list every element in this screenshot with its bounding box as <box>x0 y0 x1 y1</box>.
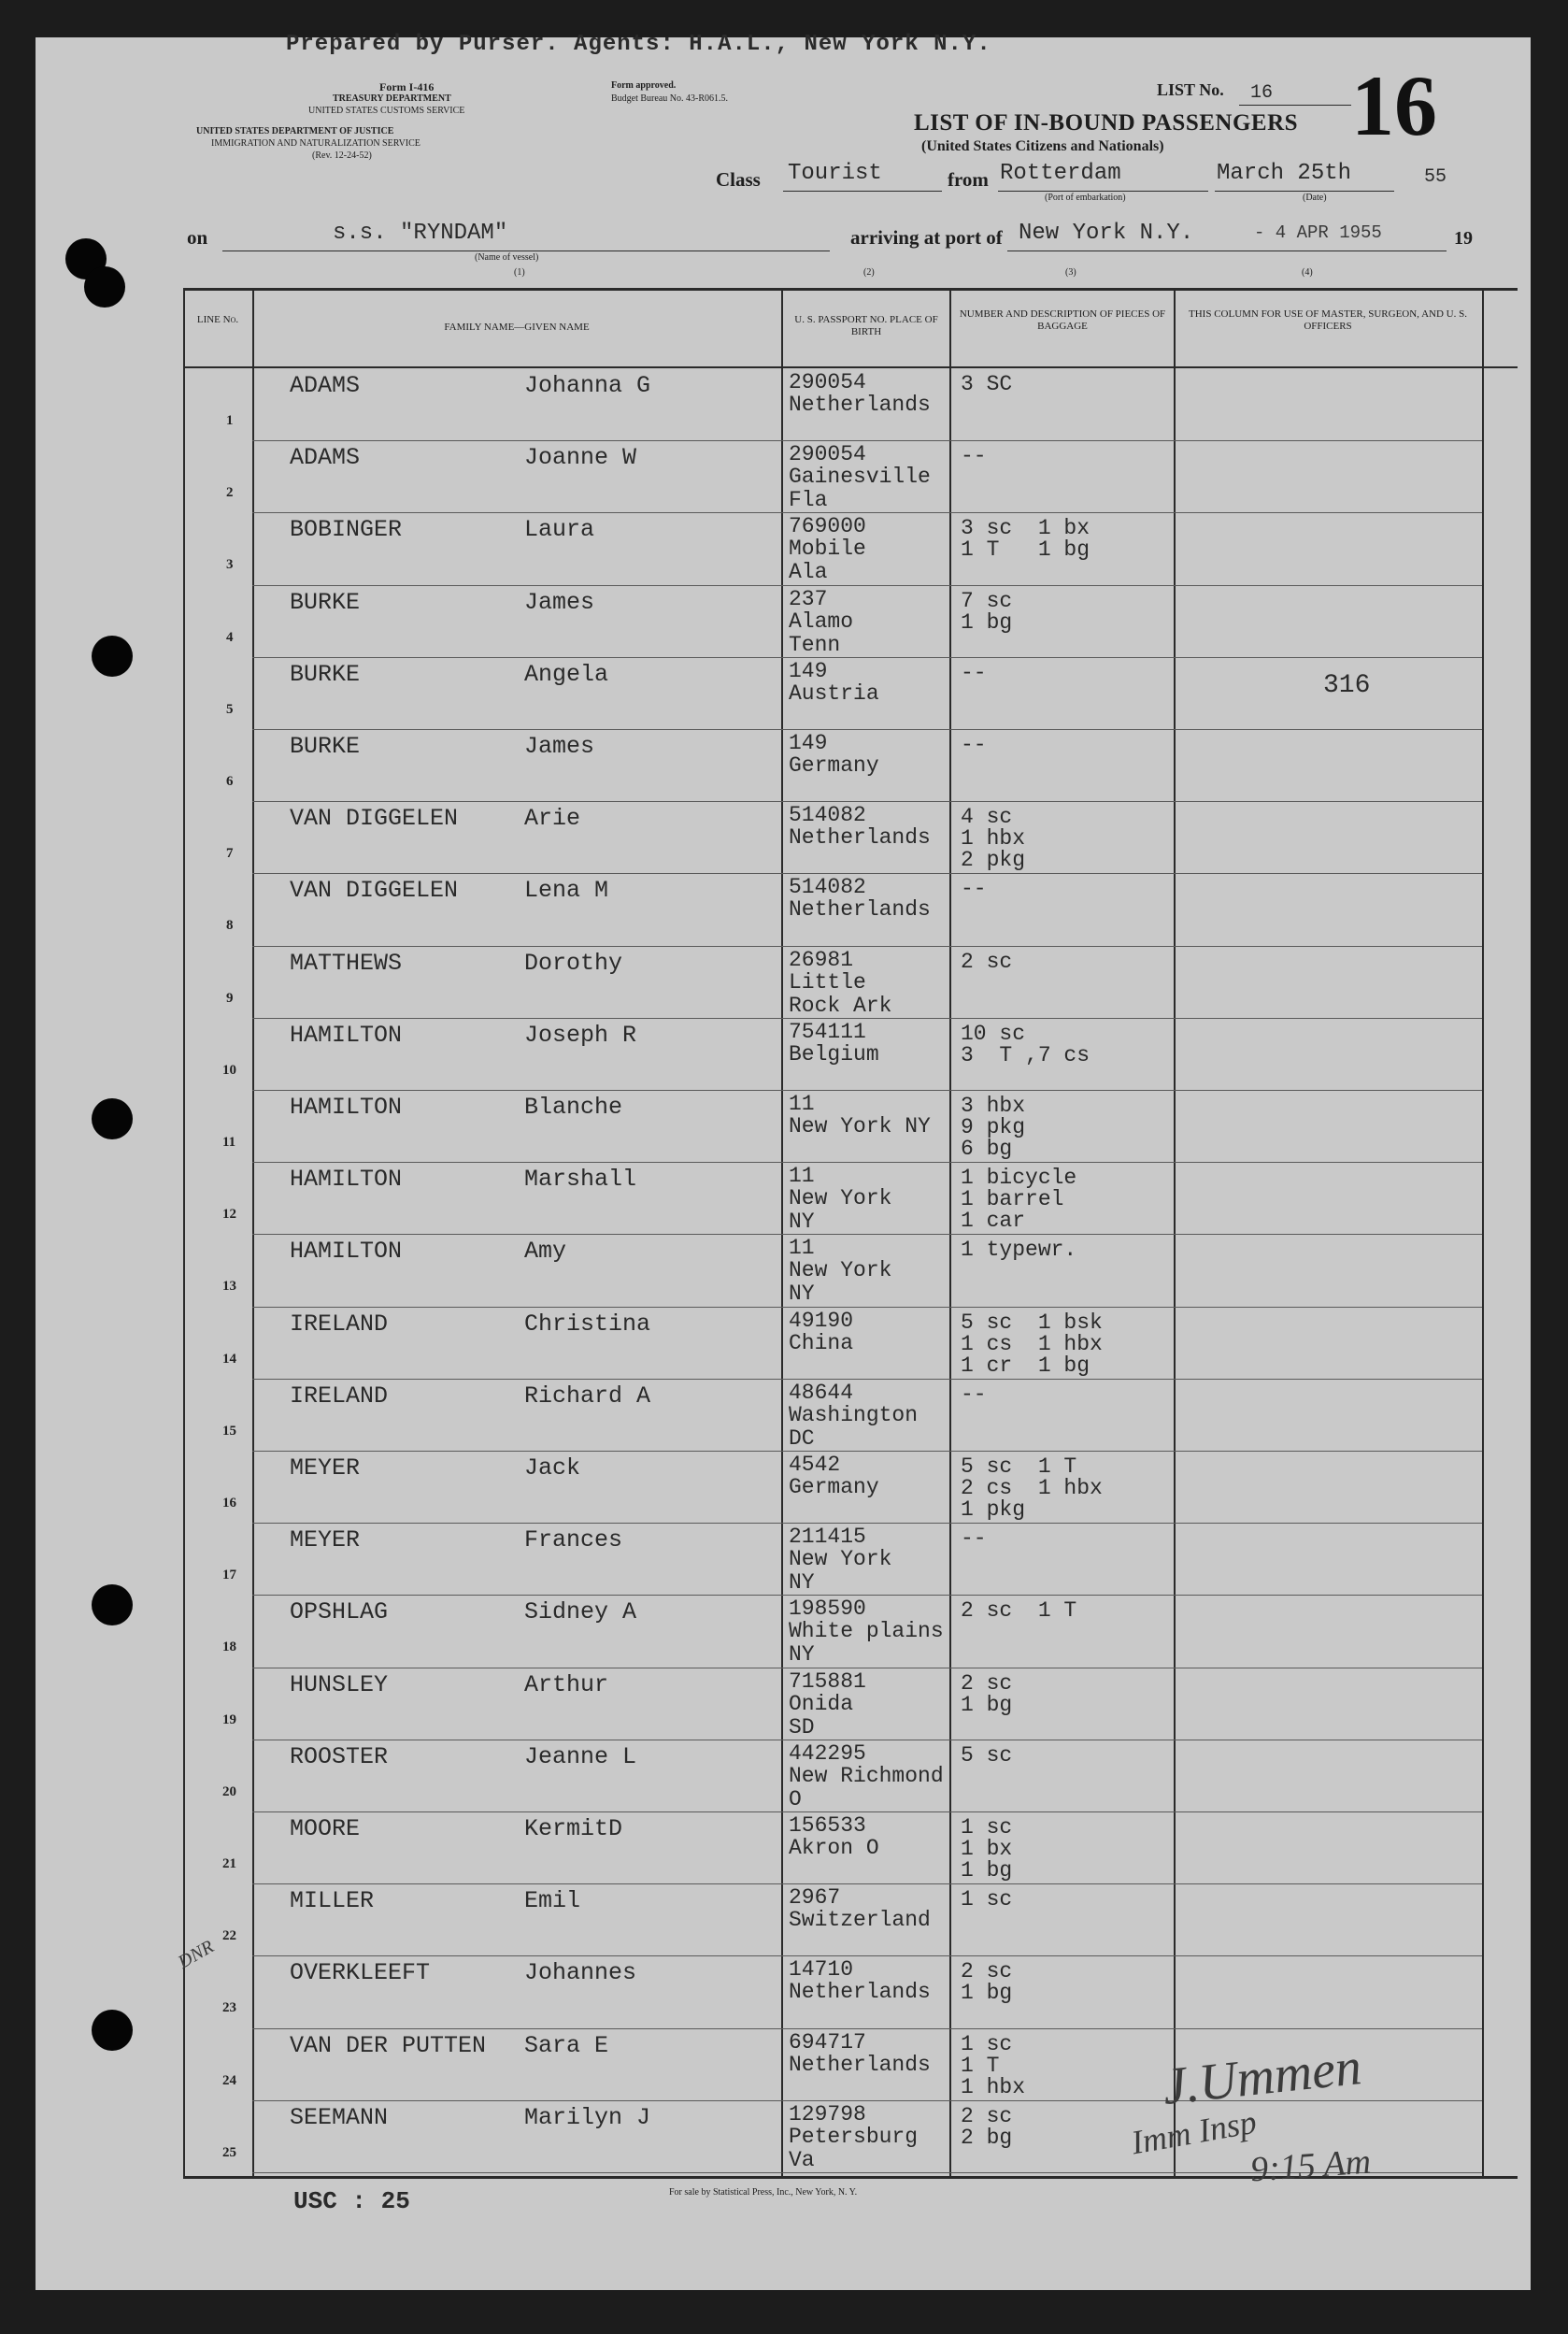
family-name: VAN DIGGELEN <box>290 805 459 833</box>
baggage: 7 sc 1 bg <box>961 588 1013 635</box>
baggage: 2 sc 1 bg <box>961 1959 1013 2006</box>
passport-number: 754111 <box>789 1019 866 1044</box>
passport-number: 149 <box>789 658 828 683</box>
baggage: 3 sc 1 bx 1 T 1 bg <box>961 516 1090 563</box>
on-label: on <box>187 226 208 249</box>
baggage: -- <box>961 444 987 469</box>
passport-number: 149 <box>789 731 828 755</box>
baggage: 5 sc <box>961 1742 1013 1768</box>
given-name: Marshall <box>524 1166 637 1194</box>
place-of-birth: Akron O <box>789 1836 879 1860</box>
given-name: Angela <box>524 660 609 688</box>
family-name: HAMILTON <box>290 1238 403 1266</box>
place-of-birth: Onida SD <box>789 1691 854 1740</box>
class-value: Tourist <box>788 161 882 186</box>
arrival-date-stamp: - 4 APR 1955 <box>1254 222 1382 243</box>
punch-hole <box>92 1584 133 1625</box>
page-number: 16 <box>1351 58 1437 153</box>
date-caption: (Date) <box>1303 193 1327 203</box>
place-of-birth: Mobile Ala <box>789 537 866 585</box>
margin-note: DNR <box>174 1936 218 1973</box>
place-of-birth: Netherlands <box>789 897 931 923</box>
baggage: 10 sc 3 T ,7 cs <box>961 1021 1090 1067</box>
vessel-caption: (Name of vessel) <box>475 252 539 263</box>
form-revision: (Rev. 12-24-52) <box>312 150 372 161</box>
passport-number: 26981 <box>789 947 854 972</box>
row-divider <box>252 1090 1482 1091</box>
given-name: Richard A <box>524 1382 651 1410</box>
given-name: Joanne W <box>524 444 637 472</box>
baggage: 1 sc 1 bx 1 bg <box>961 1815 1013 1883</box>
passport-number: 237 <box>789 586 828 611</box>
place-of-birth: New York NY <box>789 1186 892 1235</box>
family-name: IRELAND <box>290 1382 389 1410</box>
line-number: 13 <box>222 1279 236 1295</box>
passport-number: 715881 <box>789 1668 866 1694</box>
baggage: -- <box>961 877 987 902</box>
passport-number: 2967 <box>789 1885 841 1911</box>
baggage: 3 SC <box>961 372 1013 396</box>
passport-number: 11 <box>789 1164 815 1189</box>
row-divider <box>252 946 1482 947</box>
place-of-birth: Alamo Tenn <box>789 609 854 657</box>
punch-hole <box>92 636 133 677</box>
line-number: 9 <box>226 990 234 1006</box>
family-name: OPSHLAG <box>290 1598 389 1626</box>
officer-note: 316 <box>1323 670 1371 700</box>
row-divider <box>252 1234 1482 1235</box>
family-name: BURKE <box>290 733 361 760</box>
row-divider <box>252 512 1482 513</box>
inspection-time: 9:15 Am <box>1248 2141 1373 2190</box>
punch-hole <box>92 2010 133 2051</box>
given-name: Lena M <box>524 877 609 905</box>
customs-service: UNITED STATES CUSTOMS SERVICE <box>308 106 465 116</box>
year-suffix: 55 <box>1424 166 1447 188</box>
line-number: 1 <box>226 413 234 428</box>
row-divider <box>252 1379 1482 1380</box>
row-divider <box>252 1883 1482 1884</box>
place-of-birth: New York NY <box>789 1114 931 1138</box>
vessel-name: s.s. "RYNDAM" <box>333 221 508 246</box>
place-of-birth: New York NY <box>789 1547 892 1596</box>
place-of-birth: China <box>789 1330 854 1355</box>
list-no-label: LIST No. <box>1157 80 1224 99</box>
row-divider <box>252 1307 1482 1308</box>
port-caption: (Port of embarkation) <box>1045 193 1126 203</box>
passport-number: 11 <box>789 1092 815 1116</box>
prepared-by: Prepared by Purser. Agents: H.A.L., New York N.Y. <box>286 32 991 57</box>
line-number: 18 <box>222 1640 236 1655</box>
col-header-name: FAMILY NAME—GIVEN NAME <box>444 322 590 333</box>
passport-number: 4542 <box>789 1453 841 1477</box>
line-number: 19 <box>222 1711 236 1727</box>
family-name: MEYER <box>290 1526 361 1554</box>
line-number: 24 <box>222 2072 236 2088</box>
usc-total: USC : 25 <box>293 2187 410 2215</box>
manifest-subtitle: (United States Citizens and Nationals) <box>921 138 1164 154</box>
col-header-passport: U. S. PASSPORT NO. PLACE OF BIRTH <box>794 314 938 337</box>
passport-number: 694717 <box>789 2029 866 2055</box>
passport-number: 442295 <box>789 1740 866 1766</box>
col3-caption: (3) <box>1065 267 1076 278</box>
list-no-value: 16 <box>1250 82 1274 104</box>
given-name: Arie <box>524 805 581 833</box>
row-divider <box>252 1451 1482 1452</box>
col-header-line-no: LINE No. <box>196 314 239 325</box>
place-of-birth: Netherlands <box>789 393 931 417</box>
form-approved: Form approved. <box>611 80 677 91</box>
budget-bureau: Budget Bureau No. 43-R061.5. <box>611 93 728 104</box>
family-name: MILLER <box>290 1887 375 1915</box>
from-label: from <box>948 168 989 191</box>
passport-number: 290054 <box>789 370 866 394</box>
passport-number: 514082 <box>789 875 866 900</box>
row-divider <box>252 873 1482 874</box>
given-name: Johanna G <box>524 372 651 399</box>
given-name: Dorothy <box>524 949 623 977</box>
baggage: 5 sc 1 bsk 1 cs 1 hbx 1 cr 1 bg <box>961 1310 1103 1378</box>
family-name: HUNSLEY <box>290 1670 389 1698</box>
line-number: 7 <box>226 846 234 862</box>
family-name: MEYER <box>290 1454 361 1482</box>
row-divider <box>252 2028 1482 2029</box>
row-divider <box>252 1595 1482 1596</box>
place-of-birth: Netherlands <box>789 1980 931 2005</box>
place-of-birth: Little Rock Ark <box>789 969 892 1018</box>
col4-caption: (4) <box>1302 267 1313 278</box>
row-divider <box>252 1018 1482 1019</box>
passport-number: 11 <box>789 1236 815 1261</box>
baggage: -- <box>961 660 987 685</box>
passport-number: 211415 <box>789 1525 866 1550</box>
line-number: 4 <box>226 629 234 645</box>
given-name: Jeanne L <box>524 1742 637 1770</box>
given-name: Johannes <box>524 1959 637 1987</box>
table-header-rule <box>183 366 1518 368</box>
family-name: VAN DIGGELEN <box>290 877 459 905</box>
family-name: OVERKLEEFT <box>290 1959 431 1987</box>
line-number: 23 <box>222 2000 236 2016</box>
family-name: BURKE <box>290 660 361 688</box>
place-of-birth: New York NY <box>789 1258 892 1307</box>
given-name: Joseph R <box>524 1021 637 1049</box>
baggage: 2 sc 2 bg <box>961 2103 1013 2150</box>
inspector-signature: J.Ummen <box>1160 2038 1364 2116</box>
line-number: 16 <box>222 1496 236 1511</box>
family-name: MOORE <box>290 1815 361 1842</box>
row-divider <box>252 1811 1482 1812</box>
manifest-title: LIST OF IN-BOUND PASSENGERS <box>914 110 1299 136</box>
passport-number: 129798 <box>789 2101 866 2126</box>
place-of-birth: Netherlands <box>789 825 931 851</box>
given-name: Sidney A <box>524 1598 637 1626</box>
line-number: 15 <box>222 1423 236 1439</box>
given-name: Amy <box>524 1238 567 1266</box>
family-name: ADAMS <box>290 444 361 472</box>
family-name: VAN DER PUTTEN <box>290 2031 487 2059</box>
baggage: 2 sc 1 bg <box>961 1670 1013 1717</box>
port-of-embarkation: Rotterdam <box>1000 161 1121 186</box>
place-of-birth: Austria <box>789 680 879 706</box>
line-number: 20 <box>222 1783 236 1799</box>
punch-hole <box>92 1098 133 1139</box>
given-name: Marilyn J <box>524 2103 651 2131</box>
passport-number: 48644 <box>789 1380 854 1405</box>
place-of-birth: Petersburg Va <box>789 2124 919 2172</box>
line-number: 8 <box>226 918 234 934</box>
baggage: 2 sc <box>961 949 1013 974</box>
line-number: 17 <box>222 1568 236 1583</box>
line-number: 5 <box>226 701 234 717</box>
embark-date: March 25th <box>1217 161 1352 186</box>
treasury-dept: TREASURY DEPARTMENT <box>333 93 451 104</box>
inspector-title: Imm Insp <box>1128 2102 1260 2162</box>
line-number: 2 <box>226 485 234 501</box>
table-top-rule <box>183 288 1518 291</box>
passport-number: 514082 <box>789 803 866 828</box>
manifest-page <box>36 32 1531 2290</box>
line-number: 14 <box>222 1351 236 1367</box>
class-label: Class <box>716 168 761 191</box>
given-name: Arthur <box>524 1670 609 1698</box>
place-of-birth: Switzerland <box>789 1908 931 1933</box>
col1-caption: (1) <box>514 267 525 278</box>
given-name: Blanche <box>524 1094 623 1121</box>
col-header-baggage: NUMBER AND DESCRIPTION OF PIECES OF BAGGAGE <box>959 308 1166 332</box>
given-name: Sara E <box>524 2031 609 2059</box>
baggage: 1 sc 1 T 1 hbx <box>961 2031 1026 2099</box>
row-divider <box>252 440 1482 441</box>
line-number: 21 <box>222 1856 236 1871</box>
given-name: KermitD <box>524 1815 623 1842</box>
baggage: 1 bicycle 1 barrel 1 car <box>961 1166 1077 1234</box>
line-number: 12 <box>222 1207 236 1223</box>
baggage: 5 sc 1 T 2 cs 1 hbx 1 pkg <box>961 1454 1103 1522</box>
place-of-birth: New Richmond O <box>789 1763 944 1811</box>
baggage: 3 hbx 9 pkg 6 bg <box>961 1094 1026 1161</box>
baggage: 1 sc <box>961 1887 1013 1912</box>
passport-number: 769000 <box>789 514 866 539</box>
given-name: James <box>524 733 595 760</box>
family-name: HAMILTON <box>290 1021 403 1049</box>
line-number: 3 <box>226 557 234 573</box>
place-of-birth: Gainesville Fla <box>789 465 931 513</box>
row-divider <box>252 1523 1482 1524</box>
place-of-birth: Washington DC <box>789 1402 919 1451</box>
line-number: 25 <box>222 2144 236 2160</box>
baggage: 1 typewr. <box>961 1238 1077 1263</box>
given-name: Emil <box>524 1887 581 1915</box>
punch-hole <box>84 266 125 308</box>
place-of-birth: Germany <box>789 1475 879 1499</box>
given-name: Frances <box>524 1526 623 1554</box>
place-of-birth: White plains NY <box>789 1619 944 1668</box>
passport-number: 14710 <box>789 1957 854 1983</box>
row-divider <box>252 801 1482 802</box>
baggage: 4 sc 1 hbx 2 pkg <box>961 805 1026 873</box>
col2-caption: (2) <box>863 267 875 278</box>
form-number: Form I-416 <box>379 80 435 93</box>
family-name: ROOSTER <box>290 1742 389 1770</box>
family-name: MATTHEWS <box>290 949 403 977</box>
passport-number: 290054 <box>789 442 866 467</box>
passport-number: 156533 <box>789 1813 866 1838</box>
line-number: 11 <box>222 1135 236 1150</box>
given-name: Christina <box>524 1310 651 1338</box>
arriving-label: arriving at port of <box>850 226 1003 249</box>
family-name: ADAMS <box>290 372 361 399</box>
line-number: 6 <box>226 774 234 789</box>
place-of-birth: Germany <box>789 753 879 778</box>
family-name: BOBINGER <box>290 516 403 544</box>
arrival-port: New York N.Y. <box>1019 221 1194 246</box>
family-name: IRELAND <box>290 1310 389 1338</box>
row-divider <box>252 729 1482 730</box>
given-name: James <box>524 588 595 616</box>
baggage: 2 sc 1 T <box>961 1598 1077 1624</box>
baggage: -- <box>961 1382 987 1407</box>
passport-number: 198590 <box>789 1597 866 1622</box>
baggage: -- <box>961 733 987 757</box>
printer-credit: For sale by Statistical Press, Inc., New York, N. Y. <box>669 2187 858 2198</box>
justice-dept: UNITED STATES DEPARTMENT OF JUSTICE <box>196 126 394 136</box>
row-divider <box>252 1162 1482 1163</box>
line-number: 22 <box>222 1928 236 1944</box>
family-name: HAMILTON <box>290 1094 403 1121</box>
row-divider <box>252 585 1482 586</box>
given-name: Jack <box>524 1454 581 1482</box>
place-of-birth: Belgium <box>789 1041 879 1067</box>
baggage: -- <box>961 1526 987 1552</box>
row-divider <box>252 657 1482 658</box>
passport-number: 49190 <box>789 1308 854 1333</box>
family-name: SEEMANN <box>290 2103 389 2131</box>
nineteen: 19 <box>1454 228 1473 249</box>
place-of-birth: Netherlands <box>789 2052 931 2077</box>
family-name: BURKE <box>290 588 361 616</box>
family-name: HAMILTON <box>290 1166 403 1194</box>
col-header-officers: THIS COLUMN FOR USE OF MASTER, SURGEON, AND U. S. OFFICERS <box>1189 308 1467 332</box>
row-divider <box>252 1955 1482 1956</box>
line-number: 10 <box>222 1062 236 1078</box>
given-name: Laura <box>524 516 595 544</box>
immigration-service: IMMIGRATION AND NATURALIZATION SERVICE <box>211 138 421 149</box>
